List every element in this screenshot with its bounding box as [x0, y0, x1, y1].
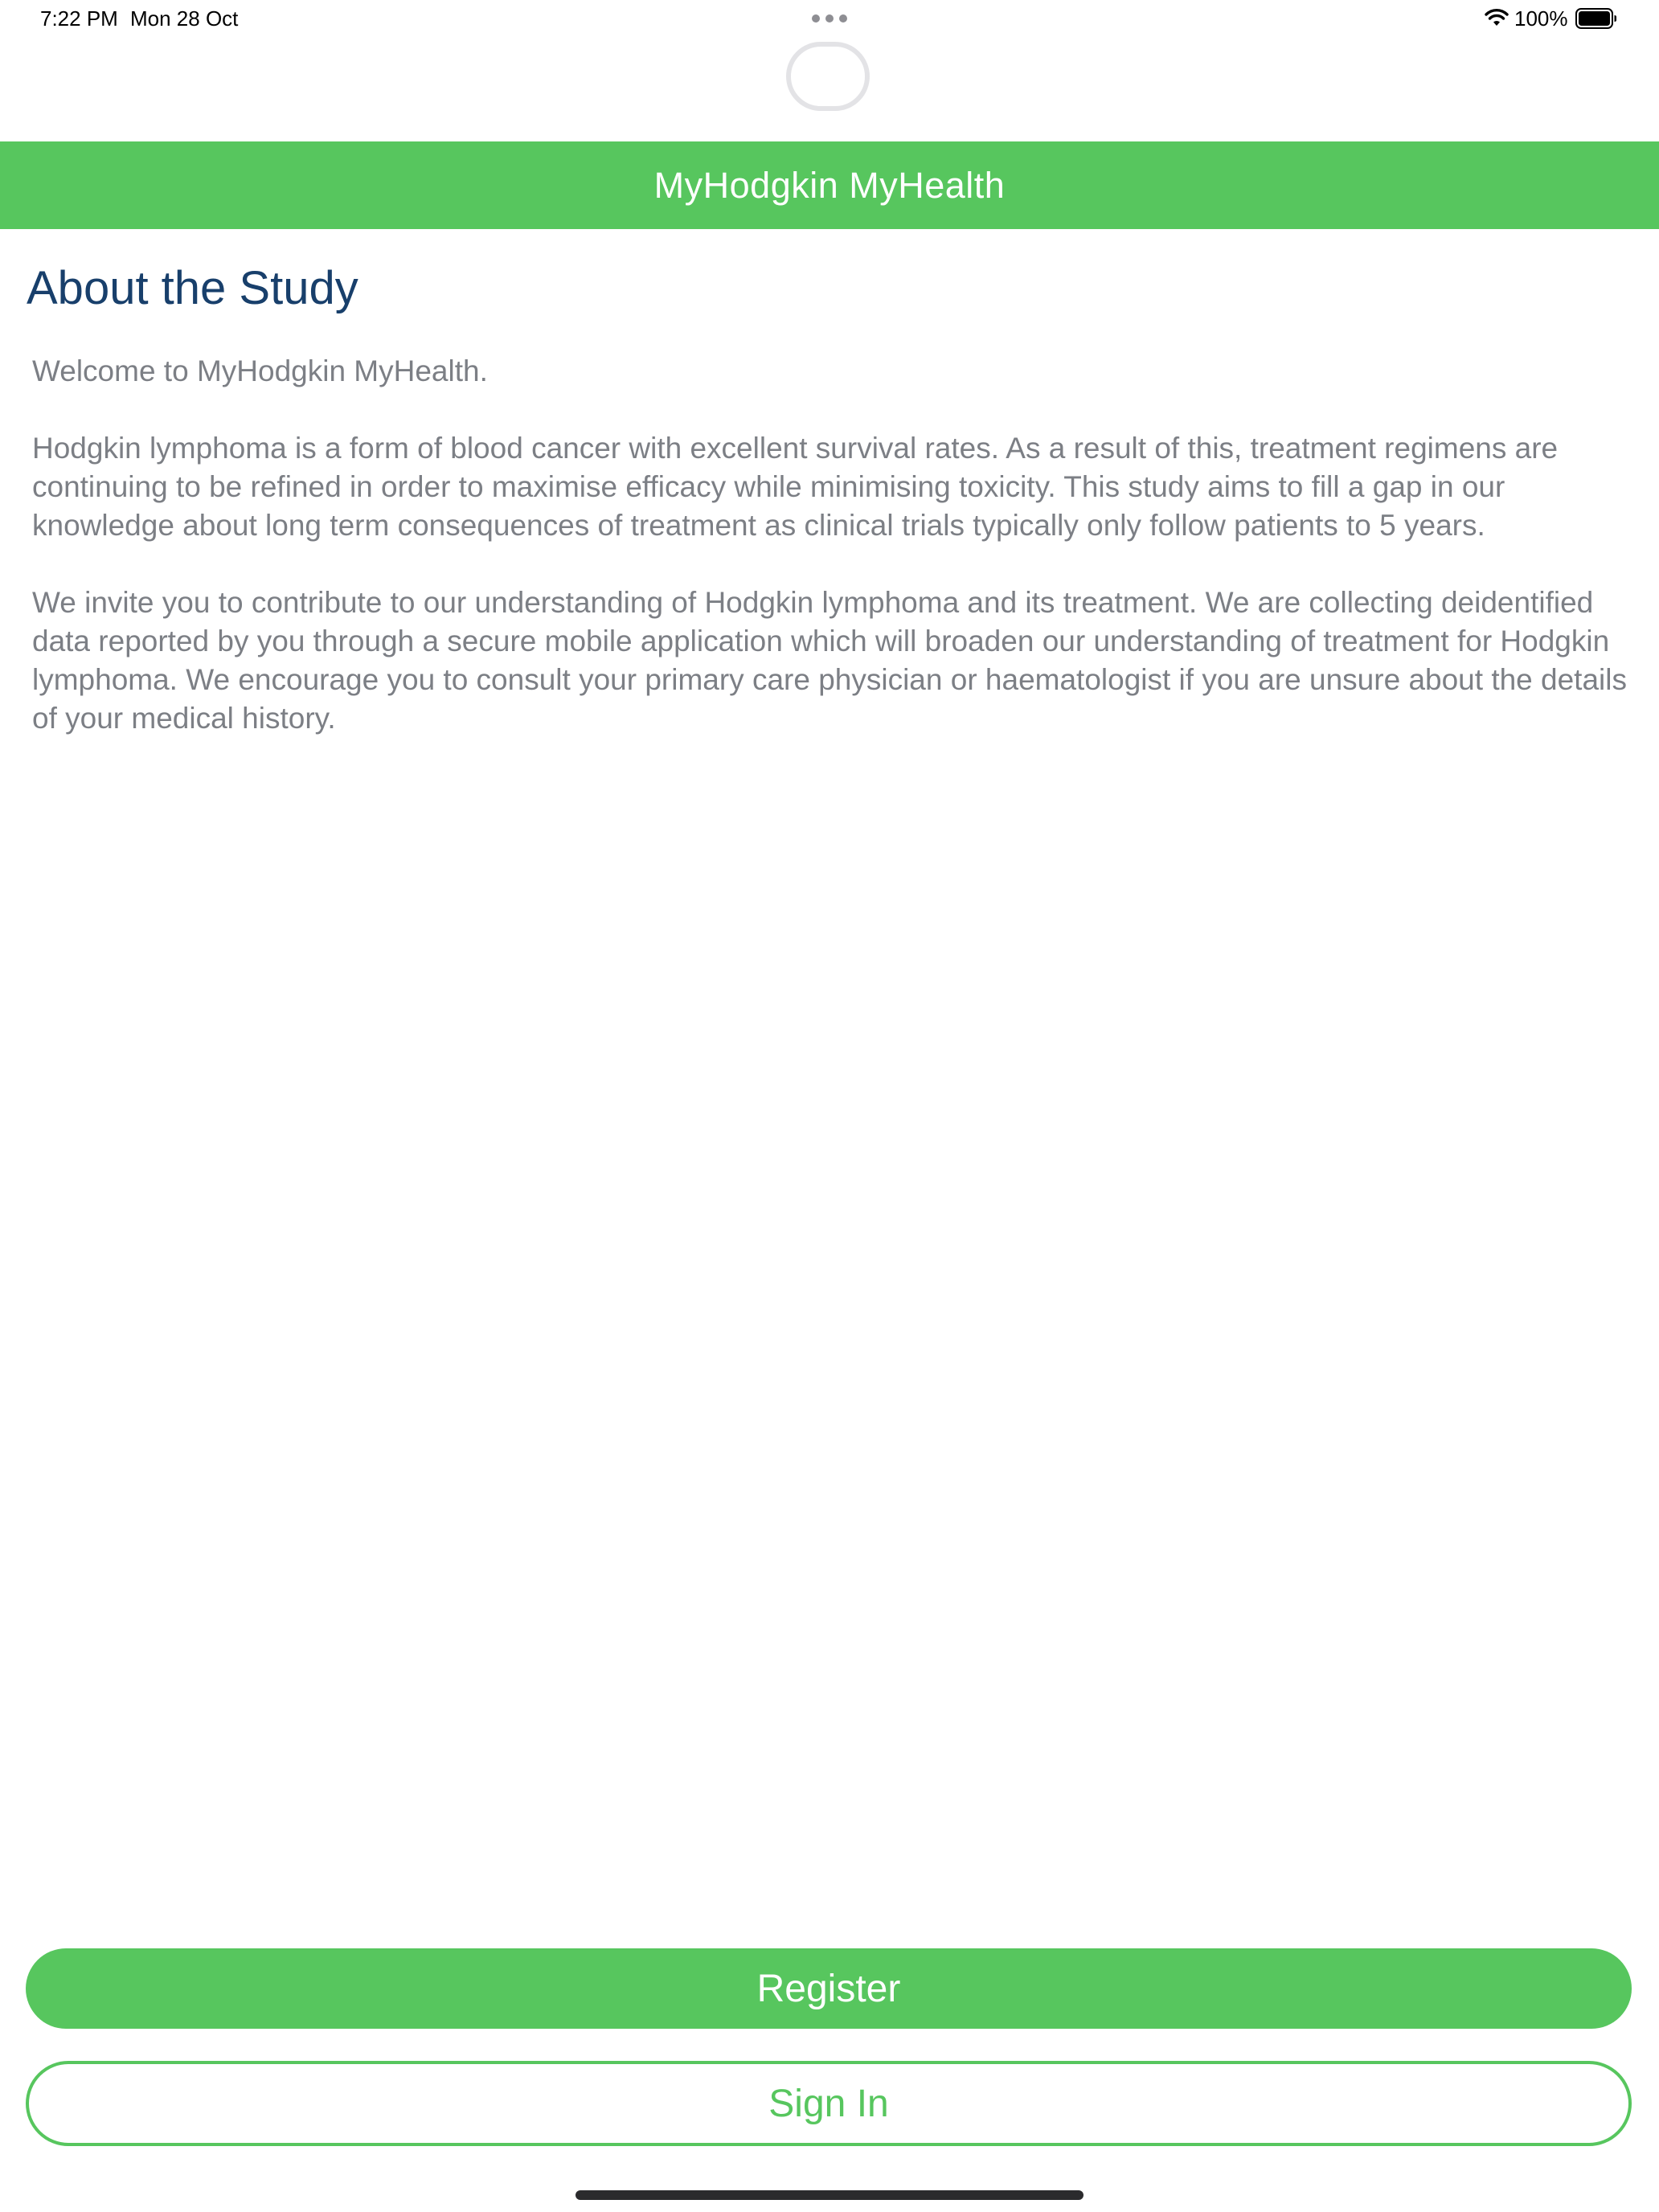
page-title: About the Study — [27, 262, 358, 314]
status-date: Mon 28 Oct — [130, 6, 239, 31]
app-title: MyHodgkin MyHealth — [653, 164, 1006, 206]
battery-percentage: 100% — [1514, 6, 1568, 31]
study-description — [32, 352, 1632, 776]
sign-in-button[interactable]: Sign In — [26, 2061, 1632, 2146]
wifi-icon — [1485, 8, 1509, 27]
status-bar — [0, 0, 1659, 40]
status-time: 7:22 PM — [40, 6, 118, 31]
battery-icon — [1575, 8, 1617, 29]
invitation-paragraph: We invite you to contribute to our understanding of Hodgkin lymphoma and its treatment. We are collecting deidentified data reported by you through a secure mobile application which will broaden our understanding of treatment for Hodgkin lymphoma. We encourage you to consult your primary care physician or haematologist if you are unsure about the details of your medical history. — [32, 586, 1627, 735]
register-button[interactable]: Register — [26, 1948, 1632, 2029]
background-paragraph: Hodgkin lymphoma is a form of blood cancer with excellent survival rates. As a result of this, treatment regimens are continuing to be refined in order to maximise efficacy while minimising toxicity. This study aims to fill a gap in our knowledge about long term consequences of treatment as clinical trials typically only follow patients to 5 years. — [32, 432, 1559, 542]
home-indicator[interactable] — [576, 2190, 1083, 2200]
welcome-paragraph: Welcome to MyHodgkin MyHealth. — [32, 354, 488, 387]
camera-pill — [786, 42, 870, 111]
app-header — [0, 141, 1659, 229]
more-dots-icon[interactable] — [812, 14, 847, 23]
